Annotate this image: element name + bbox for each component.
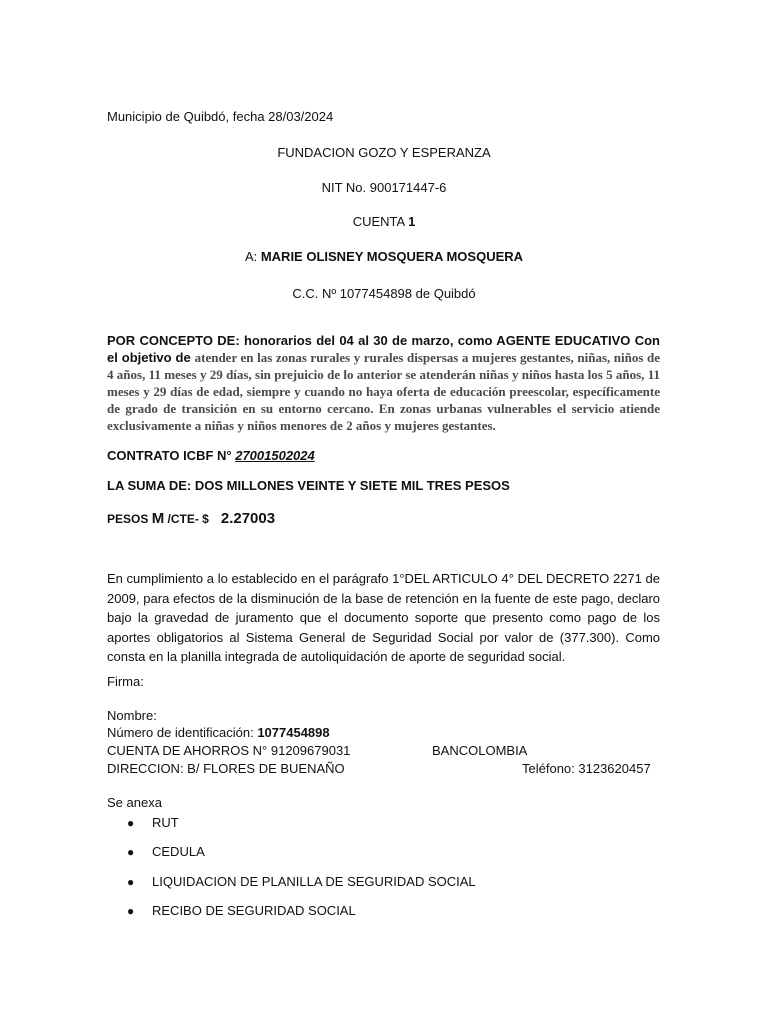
identification-label: Número de identificación: — [107, 725, 258, 740]
recipient-label: A: — [244, 249, 261, 264]
identification-line — [107, 725, 330, 741]
bank-name: BANCOLOMBIA — [432, 743, 528, 758]
recipient-line — [0, 249, 768, 265]
cuenta-label: CUENTA — [352, 214, 409, 229]
list-item — [107, 815, 476, 844]
concept-paragraph — [107, 332, 660, 434]
cuenta-number: 1 — [408, 214, 416, 229]
recipient-name: MARIE OLISNEY MOSQUERA MOSQUERA — [260, 249, 524, 264]
bullet-icon: ● — [127, 903, 135, 918]
amount-words: LA SUMA DE: DOS MILLONES VEINTE Y SIETE MIL TRES PESOS — [107, 478, 510, 493]
savings-account: CUENTA DE AHORROS N° 91209679031 — [107, 743, 351, 758]
identification-value: 1077454898 — [257, 725, 330, 740]
annex-item-label: RUT — [152, 815, 179, 830]
amount-value: 2.27003 — [220, 510, 276, 527]
phone: Teléfono: 3123620457 — [522, 761, 651, 776]
bullet-icon: ● — [127, 845, 135, 860]
address: DIRECCION: B/ FLORES DE BUENAÑO — [107, 761, 345, 776]
list-item — [107, 903, 476, 932]
declaration-paragraph: En cumplimiento a lo establecido en el parágrafo 1°DEL ARTICULO 4° DEL DECRETO 2271 de 2009, para efectos de la disminución de la base de retención en la fuente de este pago, declaro bajo la gravedad de juramento que el documento soporte que presento como pago de los aportes obligatorios al Sistema General de Seguridad Social por valor de (377.300). Como consta en la planilla integrada de autoliquidación de aporte de seguridad social. — [107, 571, 660, 664]
annex-item-label: CEDULA — [152, 844, 205, 860]
nit: NIT No. 900171447-6 — [321, 180, 447, 195]
pesos-label: PESOS — [107, 512, 152, 526]
concept-description: atender en las zonas rurales y rurales dispersas a mujeres gestantes, niñas, niños de 4 años, 11 meses y 29 días, sin prejuicio de lo anterior se atenderán niñas y niños hasta los 5 años, 11 meses y 29 días de edad, siempre y cuando no haya oferta de educación preescolar, específicamente de grado de transición en su entorno cercano. En zonas urbanas vulnerables el servicio atiende exclusivamente a niñas y niños menores de 2 años y mujeres gestantes. — [107, 350, 660, 433]
foundation-name: FUNDACION GOZO Y ESPERANZA — [277, 145, 491, 160]
concept-lead: POR CONCEPTO DE: honorarios del 04 al 30 de marzo, como AGENTE EDUCATIVO Con el objetivo de — [107, 333, 660, 365]
bullet-icon: ● — [127, 874, 135, 889]
annex-list — [107, 815, 476, 932]
name-label: Nombre: — [107, 708, 157, 723]
annex-item-label: RECIBO DE SEGURIDAD SOCIAL — [152, 902, 356, 918]
annex-title: Se anexa — [107, 795, 162, 810]
cuenta-line — [0, 214, 768, 230]
list-item — [107, 874, 476, 903]
list-item — [107, 844, 476, 873]
pesos-cte: /CTE- $ — [164, 512, 209, 526]
bullet-icon: ● — [127, 816, 135, 830]
place-date: Municipio de Quibdó, fecha 28/03/2024 — [107, 109, 334, 124]
contract-label: CONTRATO ICBF N° — [107, 448, 236, 463]
id-document: C.C. Nº 1077454898 de Quibdó — [292, 286, 476, 301]
amount-line — [107, 510, 275, 528]
contract-number: 27001502024 — [235, 448, 315, 463]
annex-item-label: LIQUIDACION DE PLANILLA DE SEGURIDAD SOCIAL — [152, 873, 476, 889]
contract-line — [107, 448, 315, 464]
signature-label: Firma: — [107, 674, 144, 689]
pesos-m: M — [151, 510, 165, 527]
